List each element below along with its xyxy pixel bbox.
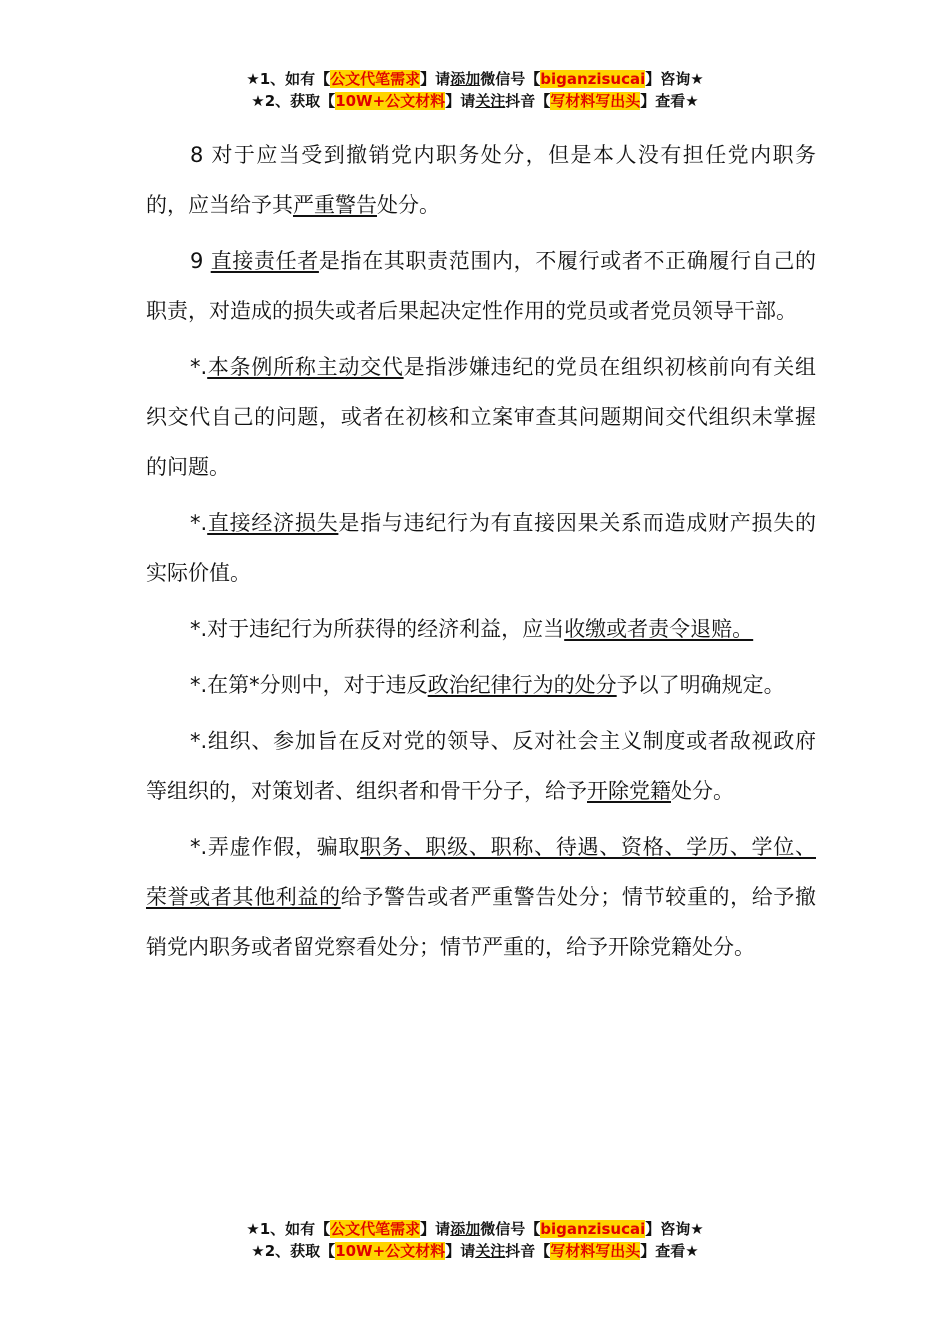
text: 予以了明确规定。 [616,673,785,697]
text: 8 对于应当受到撤销党内职务处分，但是本人没有担任党内职务的，应当给予其 [146,143,816,217]
header-banner [0,68,950,112]
text: 9 [190,249,211,273]
banner-text: 抖音【 [505,92,551,110]
banner-text: 】咨询★ [645,1220,704,1238]
banner-emphasis: 添加 [450,1220,481,1238]
banner-text: ★1、如有【 [246,1220,331,1238]
banner-text: 】查看★ [640,1242,699,1260]
banner-line-1 [0,68,950,90]
paragraph-economic-loss [146,498,816,598]
underlined-term: 本条例所称主动交代 [207,355,404,379]
banner-emphasis: 关注 [475,1242,506,1260]
underlined-term: 政治纪律行为的处分 [427,673,617,697]
footer-banner [0,1218,950,1262]
banner-text: 抖音【 [505,1242,551,1260]
text: 给予警告或者严重警告处分；情节较重的，给予撤销党内职务或者留党察看处分；情节严重的，给予开除党籍处分。 [146,885,817,959]
banner-text: ★1、如有【 [246,70,331,88]
banner-line-1 [0,1218,950,1240]
document-body [146,130,816,978]
text: 处分。 [377,193,440,217]
banner-text: 】请 [445,92,476,110]
underlined-term: 直接经济损失 [207,511,339,535]
banner-emphasis: 关注 [475,92,506,110]
paragraph-political-discipline [146,660,816,710]
text: *. [190,511,208,535]
underlined-term: 收缴或者责令退赔。 [564,617,754,641]
text: *.弄虚作假，骗取 [190,835,361,859]
text: *. [190,355,208,379]
text: *.对于违纪行为所获得的经济利益，应当 [190,617,565,641]
underlined-term: 开除党籍 [587,779,671,803]
banner-text: 】请 [445,1242,476,1260]
paragraph-fraud [146,822,816,972]
banner-text: 】查看★ [640,92,699,110]
highlight-materials: 10W+公文材料 [335,92,446,110]
paragraph-confession [146,342,816,492]
highlight-douyin: 写材料写出头 [550,1242,641,1260]
underlined-term: 直接责任者 [210,249,319,273]
paragraph-9 [146,236,816,336]
text: 是指在其职责范围内，不履行或者不正确履行自己的职责，对造成的损失或者后果起决定性作用的党员或者党员领导干部。 [146,249,817,323]
highlight-wechat-id: biganzisucai [540,70,646,88]
text: 处分。 [671,779,734,803]
highlight-wechat-id: biganzisucai [540,1220,646,1238]
highlight-materials: 10W+公文材料 [335,1242,446,1260]
banner-emphasis: 添加 [450,70,481,88]
banner-line-2 [0,90,950,112]
banner-text: 】请 [420,70,451,88]
banner-text: 微信号【 [480,1220,541,1238]
banner-text: 】请 [420,1220,451,1238]
highlight-service: 公文代笔需求 [330,1220,421,1238]
text: *.在第*分则中，对于违反 [190,673,428,697]
highlight-douyin: 写材料写出头 [550,92,641,110]
banner-text: 】咨询★ [645,70,704,88]
banner-text: ★2、获取【 [251,92,336,110]
underlined-term: 严重警告 [293,193,377,217]
underlined-term: 职务、职级、职称、待遇、资格、学历、学位、荣誉或者其他利益的 [146,835,816,909]
text: 是指涉嫌违纪的党员在组织初核前向有关组织交代自己的问题，或者在初核和立案审查其问题期间交代组织未掌握的问题。 [146,355,817,479]
paragraph-8 [146,130,816,230]
banner-text: ★2、获取【 [251,1242,336,1260]
banner-line-2 [0,1240,950,1262]
paragraph-economic-benefit [146,604,816,654]
highlight-service: 公文代笔需求 [330,70,421,88]
paragraph-organization [146,716,816,816]
text: 是指与违纪行为有直接因果关系而造成财产损失的实际价值。 [146,511,816,585]
text: *.组织、参加旨在反对党的领导、反对社会主义制度或者敌视政府等组织的，对策划者、组织者和骨干分子，给予 [146,729,816,803]
banner-text: 微信号【 [480,70,541,88]
